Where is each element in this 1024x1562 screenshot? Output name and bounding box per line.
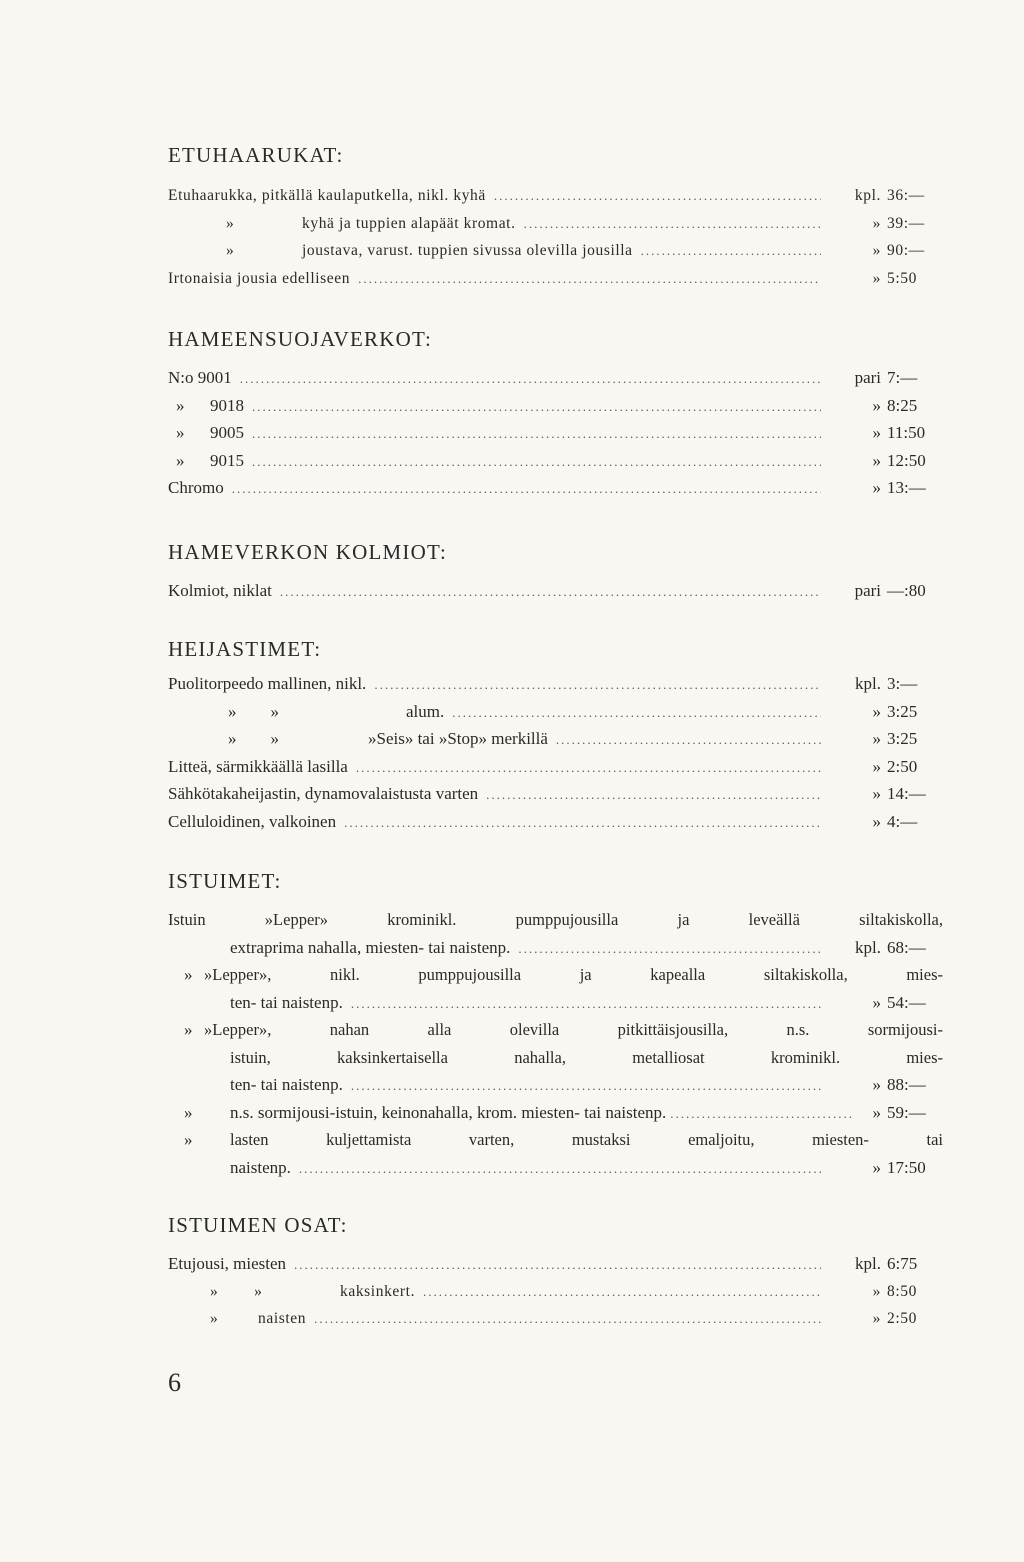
item-first-line bbox=[168, 961, 943, 989]
ditto-mark: » bbox=[210, 1310, 219, 1327]
item-unit: kpl. bbox=[854, 187, 881, 204]
item-text: extraprima nahalla, miesten- tai naistenp. bbox=[230, 937, 511, 957]
leader-dots bbox=[280, 578, 821, 606]
item-price: 8:50 bbox=[887, 1282, 917, 1300]
leader-dots bbox=[252, 420, 821, 448]
price-row bbox=[168, 808, 943, 836]
item-unit: » bbox=[872, 1282, 881, 1300]
item-text: Celluloidinen, valkoinen bbox=[168, 811, 337, 831]
item-price: 7:— bbox=[887, 368, 918, 387]
item-text: 9018 bbox=[210, 395, 244, 415]
leader-dots bbox=[556, 726, 821, 754]
price-row bbox=[168, 447, 943, 475]
item-text: ten- tai naistenp. bbox=[230, 992, 343, 1012]
price-row bbox=[168, 1278, 943, 1306]
item-unit: » bbox=[872, 701, 881, 721]
section-hameensuojaverkot bbox=[168, 326, 943, 502]
price-row bbox=[168, 698, 943, 726]
price-row bbox=[168, 1071, 943, 1099]
leader-dots bbox=[358, 265, 821, 293]
item-text: Puolitorpeedo mallinen, nikl. bbox=[168, 674, 367, 693]
leader-dots bbox=[299, 1155, 821, 1183]
item-unit: pari bbox=[854, 581, 881, 600]
item-price: 8:25 bbox=[887, 395, 918, 415]
leader-dots bbox=[252, 448, 821, 476]
price-row bbox=[168, 419, 943, 447]
leader-dots bbox=[232, 475, 821, 503]
item-text: alum. bbox=[406, 701, 445, 721]
price-row bbox=[168, 780, 943, 808]
item-price: 3:25 bbox=[887, 701, 918, 721]
price-row bbox=[168, 210, 943, 238]
item-unit: » bbox=[872, 214, 881, 232]
leader-dots bbox=[641, 237, 821, 265]
item-price: 12:50 bbox=[887, 450, 926, 470]
item-unit: » bbox=[872, 1075, 881, 1094]
ditto-mark: » » bbox=[228, 729, 279, 748]
ditto-mark: » bbox=[184, 1020, 193, 1039]
item-unit: kpl. bbox=[855, 674, 881, 693]
item-text-line: »Lepper», nikl. pumppujousilla ja kapealla siltakiskolla, mies- bbox=[204, 965, 943, 984]
item-price: 3:25 bbox=[887, 729, 918, 748]
item-text: naistenp. bbox=[230, 1157, 291, 1177]
item-price: 2:50 bbox=[887, 756, 918, 776]
price-row bbox=[168, 182, 943, 210]
item-text: ten- tai naistenp. bbox=[230, 1075, 343, 1094]
item-continuation-line bbox=[168, 1044, 943, 1072]
item-text-line: istuin, kaksinkertaisella nahalla, metalliosat krominikl. mies- bbox=[230, 1047, 943, 1067]
price-row bbox=[168, 577, 943, 605]
price-row bbox=[168, 1099, 943, 1127]
section-hameverkon-kolmiot bbox=[168, 539, 943, 605]
ditto-mark: » bbox=[176, 450, 185, 470]
item-price: —:80 bbox=[887, 581, 926, 600]
item-text: 9005 bbox=[210, 423, 244, 442]
leader-dots bbox=[670, 1100, 853, 1128]
item-unit: » bbox=[872, 1102, 881, 1122]
leader-dots bbox=[486, 781, 821, 809]
section-heading: ISTUIMET: bbox=[168, 869, 282, 893]
price-row bbox=[168, 1250, 943, 1278]
item-first-line bbox=[168, 1016, 943, 1044]
section-heading: HEIJASTIMET: bbox=[168, 637, 322, 661]
leader-dots bbox=[494, 182, 821, 210]
leader-dots bbox=[294, 1251, 821, 1279]
item-unit: » bbox=[872, 811, 881, 831]
item-text: Etuhaarukka, pitkällä kaulaputkella, nikl. kyhä bbox=[168, 187, 486, 204]
leader-dots bbox=[344, 809, 821, 837]
item-text: naisten bbox=[258, 1310, 307, 1327]
price-row bbox=[168, 265, 943, 293]
price-row bbox=[168, 474, 943, 502]
section-etuhaarukat bbox=[168, 142, 943, 292]
price-row bbox=[168, 1154, 943, 1182]
price-row bbox=[168, 989, 943, 1017]
section-heading: HAMEENSUOJAVERKOT: bbox=[168, 327, 433, 351]
item-text-line: Istuin »Lepper» krominikl. pumppujousilla ja leveällä siltakiskolla, bbox=[168, 910, 943, 929]
item-unit: » bbox=[872, 729, 881, 748]
item-text: »Seis» tai »Stop» merkillä bbox=[368, 729, 548, 748]
item-unit: » bbox=[872, 784, 881, 803]
item-unit: » bbox=[872, 242, 881, 259]
item-unit: kpl. bbox=[855, 937, 881, 957]
item-unit: » bbox=[872, 756, 881, 776]
item-unit: » bbox=[872, 450, 881, 470]
leader-dots bbox=[314, 1305, 821, 1333]
item-unit: » bbox=[872, 423, 881, 442]
item-unit: » bbox=[872, 269, 881, 287]
item-text: kaksinkert. bbox=[340, 1282, 416, 1300]
leader-dots bbox=[351, 1072, 821, 1100]
item-unit: » bbox=[872, 395, 881, 415]
item-text: Irtonaisia jousia edelliseen bbox=[168, 269, 351, 287]
section-istuimet bbox=[168, 868, 943, 1181]
item-text: n.s. sormijousi-istuin, keinonahalla, krom. miesten- tai naistenp. bbox=[230, 1102, 667, 1122]
item-price: 88:— bbox=[887, 1075, 926, 1094]
price-row bbox=[168, 670, 943, 698]
price-row bbox=[168, 1305, 943, 1333]
item-text: N:o 9001 bbox=[168, 368, 232, 387]
item-unit: » bbox=[872, 478, 881, 497]
item-price: 11:50 bbox=[887, 423, 926, 442]
section-istuimen-osat bbox=[168, 1212, 943, 1333]
item-text: 9015 bbox=[210, 450, 244, 470]
ditto-mark: » bbox=[176, 395, 185, 415]
item-text: Kolmiot, niklat bbox=[168, 581, 272, 600]
item-price: 90:— bbox=[887, 242, 925, 259]
item-unit: » bbox=[872, 992, 881, 1012]
ditto-mark: » bbox=[226, 242, 235, 259]
leader-dots bbox=[452, 699, 821, 727]
ditto-mark: » bbox=[184, 1102, 193, 1122]
item-text: kyhä ja tuppien alapäät kromat. bbox=[302, 214, 516, 232]
section-heijastimet bbox=[168, 636, 943, 835]
ditto-mark: » » bbox=[210, 1282, 263, 1300]
price-row bbox=[168, 934, 943, 962]
item-first-line bbox=[168, 1126, 943, 1154]
ditto-mark: » bbox=[184, 965, 193, 984]
item-price: 17:50 bbox=[887, 1157, 926, 1177]
item-text: Chromo bbox=[168, 478, 224, 497]
section-heading: ETUHAARUKAT: bbox=[168, 143, 344, 167]
item-price: 4:— bbox=[887, 811, 918, 831]
item-text: joustava, varust. tuppien sivussa olevilla jousilla bbox=[302, 242, 633, 259]
ditto-mark: » bbox=[226, 214, 235, 232]
price-row bbox=[168, 753, 943, 781]
item-price: 2:50 bbox=[887, 1310, 917, 1327]
leader-dots bbox=[524, 210, 821, 238]
price-row bbox=[168, 392, 943, 420]
item-price: 36:— bbox=[887, 187, 925, 204]
item-price: 39:— bbox=[887, 214, 925, 232]
item-price: 14:— bbox=[887, 784, 926, 803]
item-price: 6:75 bbox=[887, 1254, 918, 1273]
item-unit: » bbox=[872, 1310, 881, 1327]
leader-dots bbox=[518, 935, 821, 963]
leader-dots bbox=[351, 990, 821, 1018]
ditto-mark: » bbox=[176, 423, 185, 442]
ditto-mark: » bbox=[184, 1130, 193, 1149]
ditto-mark: » » bbox=[228, 701, 279, 721]
price-row bbox=[168, 364, 943, 392]
section-heading: ISTUIMEN OSAT: bbox=[168, 1213, 348, 1237]
item-text: Etujousi, miesten bbox=[168, 1254, 287, 1273]
item-price: 59:— bbox=[887, 1102, 926, 1122]
item-price: 5:50 bbox=[887, 269, 917, 287]
item-price: 54:— bbox=[887, 992, 926, 1012]
item-text-line: lasten kuljettamista varten, mustaksi emaljoitu, miesten- tai bbox=[230, 1130, 943, 1149]
leader-dots bbox=[374, 671, 821, 699]
item-text-line: »Lepper», nahan alla olevilla pitkittäisjousilla, n.s. sormijousi- bbox=[204, 1020, 943, 1039]
item-text: Sähkötakaheijastin, dynamovalaistusta varten bbox=[168, 784, 479, 803]
page-number: 6 bbox=[168, 1368, 181, 1397]
leader-dots bbox=[240, 365, 821, 393]
leader-dots bbox=[423, 1278, 821, 1306]
item-price: 68:— bbox=[887, 937, 926, 957]
price-row bbox=[168, 725, 943, 753]
section-heading: HAMEVERKON KOLMIOT: bbox=[168, 540, 447, 564]
item-price: 3:— bbox=[887, 674, 918, 693]
item-unit: pari bbox=[854, 368, 881, 387]
item-unit: kpl. bbox=[855, 1254, 881, 1273]
item-text: Litteä, särmikkäällä lasilla bbox=[168, 756, 348, 776]
leader-dots bbox=[356, 754, 821, 782]
price-row bbox=[168, 237, 943, 265]
item-price: 13:— bbox=[887, 478, 926, 497]
leader-dots bbox=[252, 393, 821, 421]
item-unit: » bbox=[872, 1157, 881, 1177]
